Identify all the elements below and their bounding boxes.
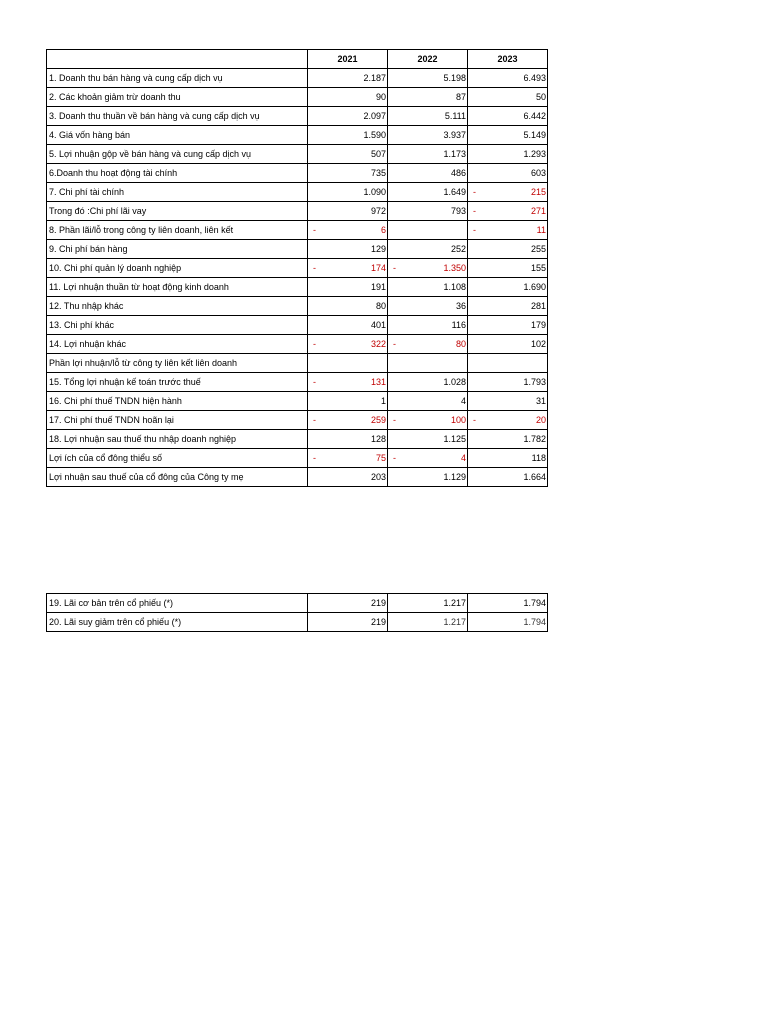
value-text: 793 [450, 206, 466, 216]
value-text: 100 [450, 415, 466, 425]
value-cell [308, 88, 388, 107]
value-text: 271 [530, 206, 546, 216]
value-cell [388, 69, 468, 88]
table-row [47, 594, 548, 613]
value-cell [468, 354, 548, 373]
value-text: 11 [536, 225, 546, 235]
value-text: 4 [460, 396, 466, 406]
value-text: 116 [451, 320, 466, 330]
value-text: 80 [375, 301, 386, 311]
value-cell [308, 392, 388, 411]
value-text: 1.173 [443, 149, 466, 159]
value-cell [388, 221, 468, 240]
row-label: 6.Doanh thu hoạt động tài chính [47, 164, 308, 183]
minus-sign: - [313, 263, 316, 273]
value-text: 128 [370, 434, 386, 444]
value-text: 174 [370, 263, 386, 273]
value-cell: 1.794 [468, 613, 548, 632]
value-text: 1.108 [443, 282, 466, 292]
value-text: 1.664 [523, 472, 546, 482]
value-text: 5.149 [523, 130, 546, 140]
value-text: 36 [455, 301, 466, 311]
value-text: 2.187 [363, 73, 386, 83]
minus-sign: - [313, 225, 316, 235]
value-cell [388, 411, 468, 430]
value-text: 401 [370, 320, 386, 330]
table-row [47, 278, 548, 297]
value-cell [468, 259, 548, 278]
year-header: 2022 [388, 50, 468, 69]
value-text: 735 [370, 168, 386, 178]
table-row [47, 202, 548, 221]
table-row [47, 613, 548, 632]
value-cell [388, 107, 468, 126]
table-row [47, 240, 548, 259]
value-cell [468, 88, 548, 107]
row-label: Lợi nhuận sau thuế của cổ đông của Công ty mẹ [47, 468, 308, 487]
row-label: 2. Các khoản giảm trừ doanh thu [47, 88, 308, 107]
value-cell [388, 430, 468, 449]
row-label: 8. Phần lãi/lỗ trong công ty liên doanh, liên kết [47, 221, 308, 240]
minus-sign: - [473, 415, 476, 425]
row-label: 1. Doanh thu bán hàng và cung cấp dịch vụ [47, 69, 308, 88]
value-text: 1.649 [443, 187, 466, 197]
value-cell [308, 164, 388, 183]
value-text: 1.125 [443, 434, 466, 444]
value-text: 102 [530, 339, 546, 349]
year-header: 2021 [308, 50, 388, 69]
row-label: Trong đó :Chi phí lãi vay [47, 202, 308, 221]
value-text: 191 [370, 282, 386, 292]
value-cell [388, 164, 468, 183]
value-cell [308, 316, 388, 335]
value-text: 90 [375, 92, 386, 102]
eps-body [47, 594, 548, 632]
value-cell [468, 449, 548, 468]
value-cell [468, 468, 548, 487]
minus-sign: - [393, 263, 396, 273]
value-text: 603 [530, 168, 546, 178]
value-cell [388, 335, 468, 354]
value-cell [468, 240, 548, 259]
value-cell [468, 373, 548, 392]
table-row [47, 430, 548, 449]
value-text: 118 [531, 453, 546, 463]
value-cell [388, 183, 468, 202]
minus-sign: - [393, 415, 396, 425]
table-row [47, 88, 548, 107]
row-label: 19. Lãi cơ bản trên cổ phiếu (*) [47, 594, 308, 613]
minus-sign: - [313, 339, 316, 349]
income-statement-body [47, 69, 548, 487]
table-row [47, 164, 548, 183]
minus-sign: - [473, 187, 476, 197]
row-label: 20. Lãi suy giảm trên cổ phiếu (*) [47, 613, 308, 632]
value-cell: 1.217 [388, 613, 468, 632]
value-text: 6 [380, 225, 386, 235]
value-cell [388, 449, 468, 468]
row-label: 12. Thu nhập khác [47, 297, 308, 316]
table-row [47, 449, 548, 468]
value-text: 5.111 [444, 111, 466, 121]
value-cell [468, 145, 548, 164]
value-cell [308, 335, 388, 354]
value-cell [468, 69, 548, 88]
row-label: 11. Lợi nhuận thuần từ hoạt động kinh doanh [47, 278, 308, 297]
table-row [47, 107, 548, 126]
value-cell [308, 69, 388, 88]
value-cell [388, 468, 468, 487]
value-cell [308, 278, 388, 297]
value-text: 129 [370, 244, 386, 254]
value-text: 255 [530, 244, 546, 254]
table-row [47, 259, 548, 278]
value-cell [388, 240, 468, 259]
value-cell: 1.794 [468, 594, 548, 613]
value-cell [308, 145, 388, 164]
minus-sign: - [473, 206, 476, 216]
value-cell [308, 259, 388, 278]
row-label: 4. Giá vốn hàng bán [47, 126, 308, 145]
row-label: 16. Chi phí thuế TNDN hiện hành [47, 392, 308, 411]
table-row [47, 468, 548, 487]
value-cell [308, 411, 388, 430]
value-cell [388, 145, 468, 164]
value-cell [308, 240, 388, 259]
value-text: 87 [455, 92, 466, 102]
value-cell [308, 468, 388, 487]
value-text: 1.028 [443, 377, 466, 387]
value-cell [468, 411, 548, 430]
header-blank-cell [47, 50, 308, 69]
value-cell [308, 202, 388, 221]
value-cell [388, 202, 468, 221]
value-text: 1.690 [523, 282, 546, 292]
value-cell [468, 316, 548, 335]
row-label: 13. Chi phí khác [47, 316, 308, 335]
value-cell [308, 373, 388, 392]
value-text: 4 [460, 453, 466, 463]
value-text: 1.793 [523, 377, 546, 387]
value-text: 1.293 [523, 149, 546, 159]
minus-sign: - [313, 377, 316, 387]
table-row [47, 183, 548, 202]
value-cell [388, 297, 468, 316]
minus-sign: - [393, 339, 396, 349]
value-text: 322 [370, 339, 386, 349]
value-text: 486 [450, 168, 466, 178]
value-cell [388, 126, 468, 145]
value-text: 215 [530, 187, 546, 197]
value-cell: 219 [308, 613, 388, 632]
header-row [47, 50, 548, 69]
value-cell [388, 373, 468, 392]
table-row [47, 411, 548, 430]
row-label: Lợi ích của cổ đông thiểu số [47, 449, 308, 468]
value-cell [308, 126, 388, 145]
value-text: 155 [530, 263, 546, 273]
value-cell [308, 354, 388, 373]
table-row [47, 335, 548, 354]
row-label: 10. Chi phí quản lý doanh nghiệp [47, 259, 308, 278]
row-label: 7. Chi phí tài chính [47, 183, 308, 202]
value-text: 131 [370, 377, 386, 387]
minus-sign: - [313, 415, 316, 425]
minus-sign: - [473, 225, 476, 235]
minus-sign: - [393, 453, 396, 463]
table-row [47, 392, 548, 411]
value-cell [468, 164, 548, 183]
minus-sign: - [313, 453, 316, 463]
value-cell [388, 392, 468, 411]
value-cell [308, 107, 388, 126]
value-text: 6.442 [523, 111, 546, 121]
value-text: 972 [370, 206, 386, 216]
eps-table [46, 593, 548, 632]
year-header: 2023 [468, 50, 548, 69]
value-text: 1.129 [443, 472, 466, 482]
value-cell [308, 221, 388, 240]
table-row [47, 373, 548, 392]
value-text: 507 [370, 149, 386, 159]
value-cell [308, 449, 388, 468]
value-cell: 219 [308, 594, 388, 613]
value-cell [468, 183, 548, 202]
value-text: 6.493 [523, 73, 546, 83]
value-cell [468, 126, 548, 145]
value-cell [468, 278, 548, 297]
value-cell [308, 183, 388, 202]
value-cell [388, 278, 468, 297]
row-label: Phần lợi nhuận/lỗ từ công ty liên kết liên doanh [47, 354, 308, 373]
value-text: 80 [455, 339, 466, 349]
table-row [47, 126, 548, 145]
value-text: 203 [370, 472, 386, 482]
value-text: 281 [530, 301, 546, 311]
row-label: 17. Chi phí thuế TNDN hoãn lại [47, 411, 308, 430]
value-cell [388, 88, 468, 107]
value-text: 1 [380, 396, 386, 406]
value-cell [468, 221, 548, 240]
value-cell [468, 107, 548, 126]
value-cell [388, 354, 468, 373]
value-text: 1.782 [523, 434, 546, 444]
value-text: 179 [530, 320, 546, 330]
table-row [47, 316, 548, 335]
value-text: 1.350 [443, 263, 466, 273]
value-cell [468, 335, 548, 354]
value-text: 259 [370, 415, 386, 425]
row-label: 14. Lợi nhuận khác [47, 335, 308, 354]
value-text: 1.590 [363, 130, 386, 140]
value-cell [468, 392, 548, 411]
value-cell [388, 259, 468, 278]
row-label: 5. Lợi nhuận gộp về bán hàng và cung cấp dịch vụ [47, 145, 308, 164]
value-text: 1.090 [363, 187, 386, 197]
row-label: 3. Doanh thu thuần về bán hàng và cung cấp dịch vụ [47, 107, 308, 126]
value-text: 3.937 [443, 130, 466, 140]
value-text: 50 [535, 92, 546, 102]
table-row [47, 145, 548, 164]
value-cell [468, 202, 548, 221]
row-label: 15. Tổng lợi nhuận kế toán trước thuế [47, 373, 308, 392]
value-cell [308, 430, 388, 449]
value-cell [388, 316, 468, 335]
value-text: 5.198 [443, 73, 466, 83]
value-text: 2.097 [363, 111, 386, 121]
value-cell [468, 297, 548, 316]
row-label: 9. Chi phí bán hàng [47, 240, 308, 259]
table-row [47, 221, 548, 240]
table-row [47, 69, 548, 88]
value-text: 31 [535, 396, 546, 406]
income-statement-table [46, 49, 548, 487]
table-row [47, 297, 548, 316]
value-cell: 1.217 [388, 594, 468, 613]
value-text: 20 [535, 415, 546, 425]
value-text: 252 [450, 244, 466, 254]
table-row [47, 354, 548, 373]
value-cell [308, 297, 388, 316]
value-text: 75 [375, 453, 386, 463]
value-cell [468, 430, 548, 449]
row-label: 18. Lợi nhuận sau thuế thu nhập doanh nghiệp [47, 430, 308, 449]
